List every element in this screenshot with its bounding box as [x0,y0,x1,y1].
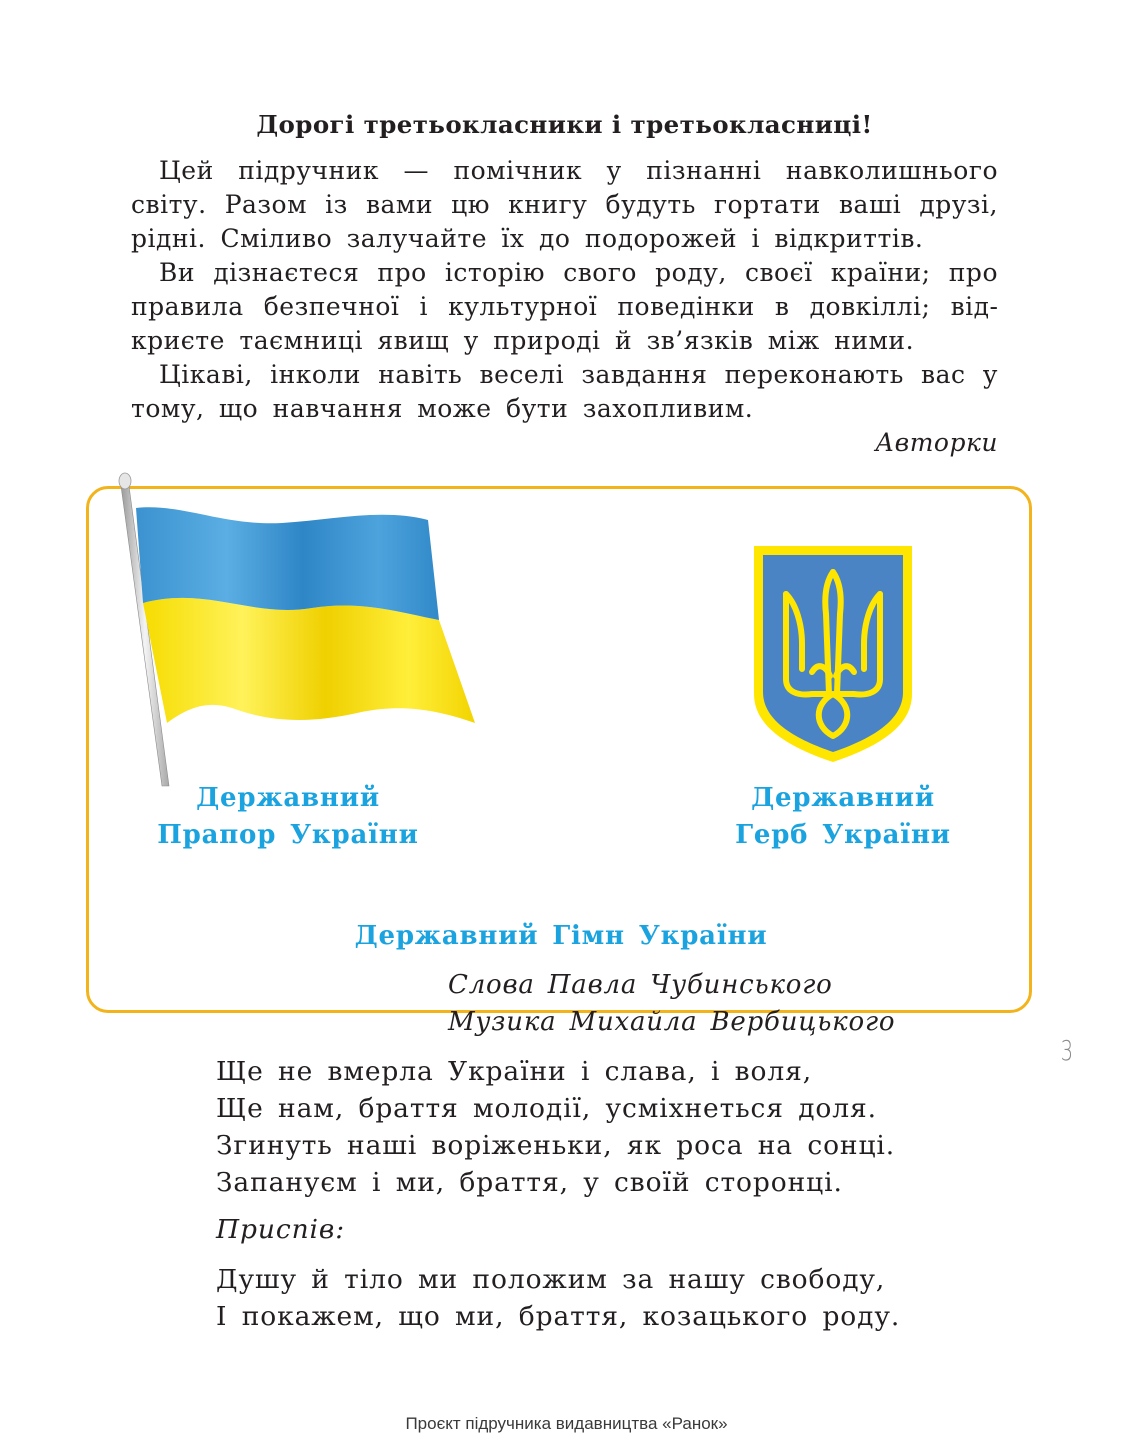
ukraine-flag-icon [112,468,482,788]
flag-caption-line2: Прапор України [157,820,419,850]
publisher-footer: Проєкт підручника видавництва «Ранок» [405,1414,728,1433]
anthem-verse [216,1053,895,1201]
intro-letter [131,108,998,460]
anthem-words-credit: Слова Павла Чубинського [448,970,833,1000]
greeting-heading: Дорогі третьокласники і третьокласниці! [256,110,873,139]
intro-paragraph-3: Цікаві, інколи навіть веселі завдання переконають вас у тому, що навчання може бути захопливим. [131,360,998,423]
anthem-chorus [216,1261,900,1335]
anthem-music-credit: Музика Михайла Вербицького [448,1007,896,1037]
verse-line: Згинуть наші воріженьки, як роса на сонці. [216,1130,896,1161]
chorus-label: Приспів: [216,1214,346,1245]
emblem-caption-line1: Державний [751,783,935,813]
page-number: 3 [1060,1034,1074,1067]
flag-caption-line1: Державний [196,783,380,813]
intro-paragraph-1: Цей підручник — помічник у пізнанні навколишнього світу. Разом із вами цю книгу будуть гортати ваші друзі, рідні. Сміливо залучайте їх до подорожей і відкриттів. [131,156,998,253]
tryzub-coat-of-arms-icon [752,544,914,764]
verse-line: Ще не вмерла України і слава, і воля, [216,1056,813,1087]
anthem-title: Державний Гімн України [354,921,768,951]
verse-line: Ще нам, браття молодії, усміхнеться доля. [216,1093,877,1124]
anthem-credits [448,967,895,1041]
chorus-line: Душу й тіло ми положим за нашу свободу, [216,1264,886,1295]
emblem-caption [720,780,966,854]
verse-line: Запануєм і ми, браття, у своїй сторонці. [216,1167,843,1198]
flag-caption [150,780,426,854]
authors-signature: Авторки [875,428,998,457]
emblem-illustration [752,544,914,764]
intro-paragraph-2: Ви дізнаєтеся про історію свого роду, своєї країни; про правила безпечної і культурної поведінки в довкіллі; відкриєте таємниці явищ у природі й зв’язків між ними. [131,258,998,355]
emblem-caption-line2: Герб України [735,820,951,850]
chorus-line: І покажем, що ми, браття, козацького роду. [216,1301,901,1332]
flag-illustration [112,468,482,788]
